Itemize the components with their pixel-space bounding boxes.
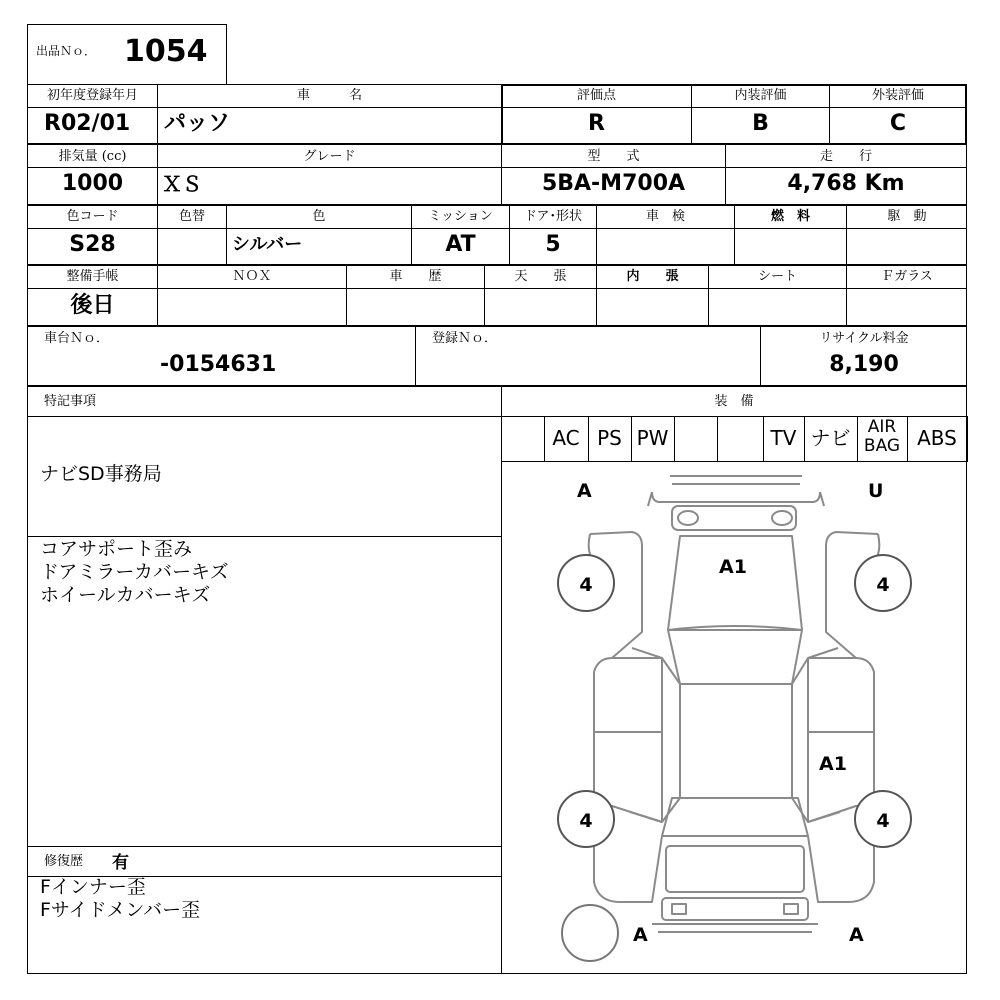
lot-number: 1054 [124,34,208,69]
car-diagram [502,462,966,973]
displacement-label: 排気量 (cc) [58,149,127,164]
hood-mark: A1 [719,556,747,578]
first-reg-year: R02/01 [44,111,131,136]
equipment-item: AC [552,426,580,450]
lot-label: 出品Ｎｏ． [36,44,97,58]
equipment-cell [717,416,764,462]
tyre-front-right: 4 [854,554,912,612]
door-label: ドア･形状 [523,209,583,224]
history-label: 車 歴 [389,269,442,284]
score-label: 評価点 [576,88,616,103]
chassis-label: 車台Ｎｏ． [44,331,110,346]
nox-label: ＮＯＸ [232,269,272,284]
mileage: 4,768 Km [787,171,905,196]
equipment-item: PW [636,426,669,450]
repair-history-label: 修復歴 [44,854,84,869]
year-label: 初年度登録年月 [46,88,138,103]
tyre-rear-right: 4 [854,790,912,848]
interior-trim-label: 内 張 [626,269,679,284]
rear-left-mark: A [633,924,648,946]
fuel-label: 燃 料 [770,209,810,224]
seat-label: シート [757,269,797,284]
exterior-label: 外装評価 [871,88,924,103]
model-code: 5BA-M700A [541,171,686,196]
displacement: 1000 [61,171,124,196]
right-side-mark: A1 [819,753,847,775]
front-right-mark: U [868,480,884,502]
defect-item: ドアミラーカバーキズ [40,561,229,583]
repair-item: Fインナー歪 [40,876,146,898]
name-label: 車 名 [296,88,362,103]
notes-line: ナビSD事務局 [40,463,162,485]
front-left-mark: A [577,480,592,502]
equipment-cell [674,416,718,462]
color-code: S28 [69,232,116,257]
recycle-label: リサイクル料金 [819,331,909,346]
mileage-label: 走 行 [819,149,872,164]
drive-label: 駆 動 [887,209,927,224]
recycle-fee: 8,190 [829,352,899,377]
tyre-front-left: 4 [557,554,615,612]
roof-lining-label: 天 張 [514,269,567,284]
repaint-label: 色替 [178,209,205,224]
tyre-rear-left: 4 [557,790,615,848]
equipment-item: ABS [917,426,957,450]
repair-history-value: 有 [112,853,129,873]
interior-score: B [752,111,769,136]
equipment-item: AIR BAG [863,417,901,456]
color-code-label: 色コード [66,209,119,224]
fglass-label: Ｆガラス [881,269,933,284]
car-name: パッソ [164,111,231,136]
interior-label: 内装評価 [734,88,787,103]
color-label: 色 [312,209,326,224]
chassis-number: -0154631 [160,352,277,377]
spare-tyre [561,904,619,962]
notes-label: 特記事項 [44,394,97,409]
maintenance-manual: 後日 [70,293,115,318]
grade-label: グレード [303,149,356,164]
equipment-label: 装 備 [714,394,754,409]
defect-item: コアサポート歪み [40,538,193,560]
mission-label: ミッション [428,209,493,224]
color: シルバー [232,234,303,255]
inspection-label: 車 検 [645,209,685,224]
defect-item: ホイールカバーキズ [40,584,211,606]
rear-right-mark: A [849,924,864,946]
exterior-score: C [889,111,907,136]
evaluation-score: R [588,111,605,136]
manual-label: 整備手帳 [66,269,119,284]
equipment-cell [501,416,545,462]
grade: ＸＳ [162,172,202,196]
mission: AT [445,232,476,257]
equipment-item: PS [597,426,622,450]
equipment-item: ナビ [810,426,851,450]
equipment-item: TV [770,426,797,450]
model-label: 型 式 [587,149,640,164]
registration-label: 登録Ｎｏ． [432,331,498,346]
doors: 5 [545,232,561,257]
repair-item: Fサイドメンバー歪 [40,899,201,921]
